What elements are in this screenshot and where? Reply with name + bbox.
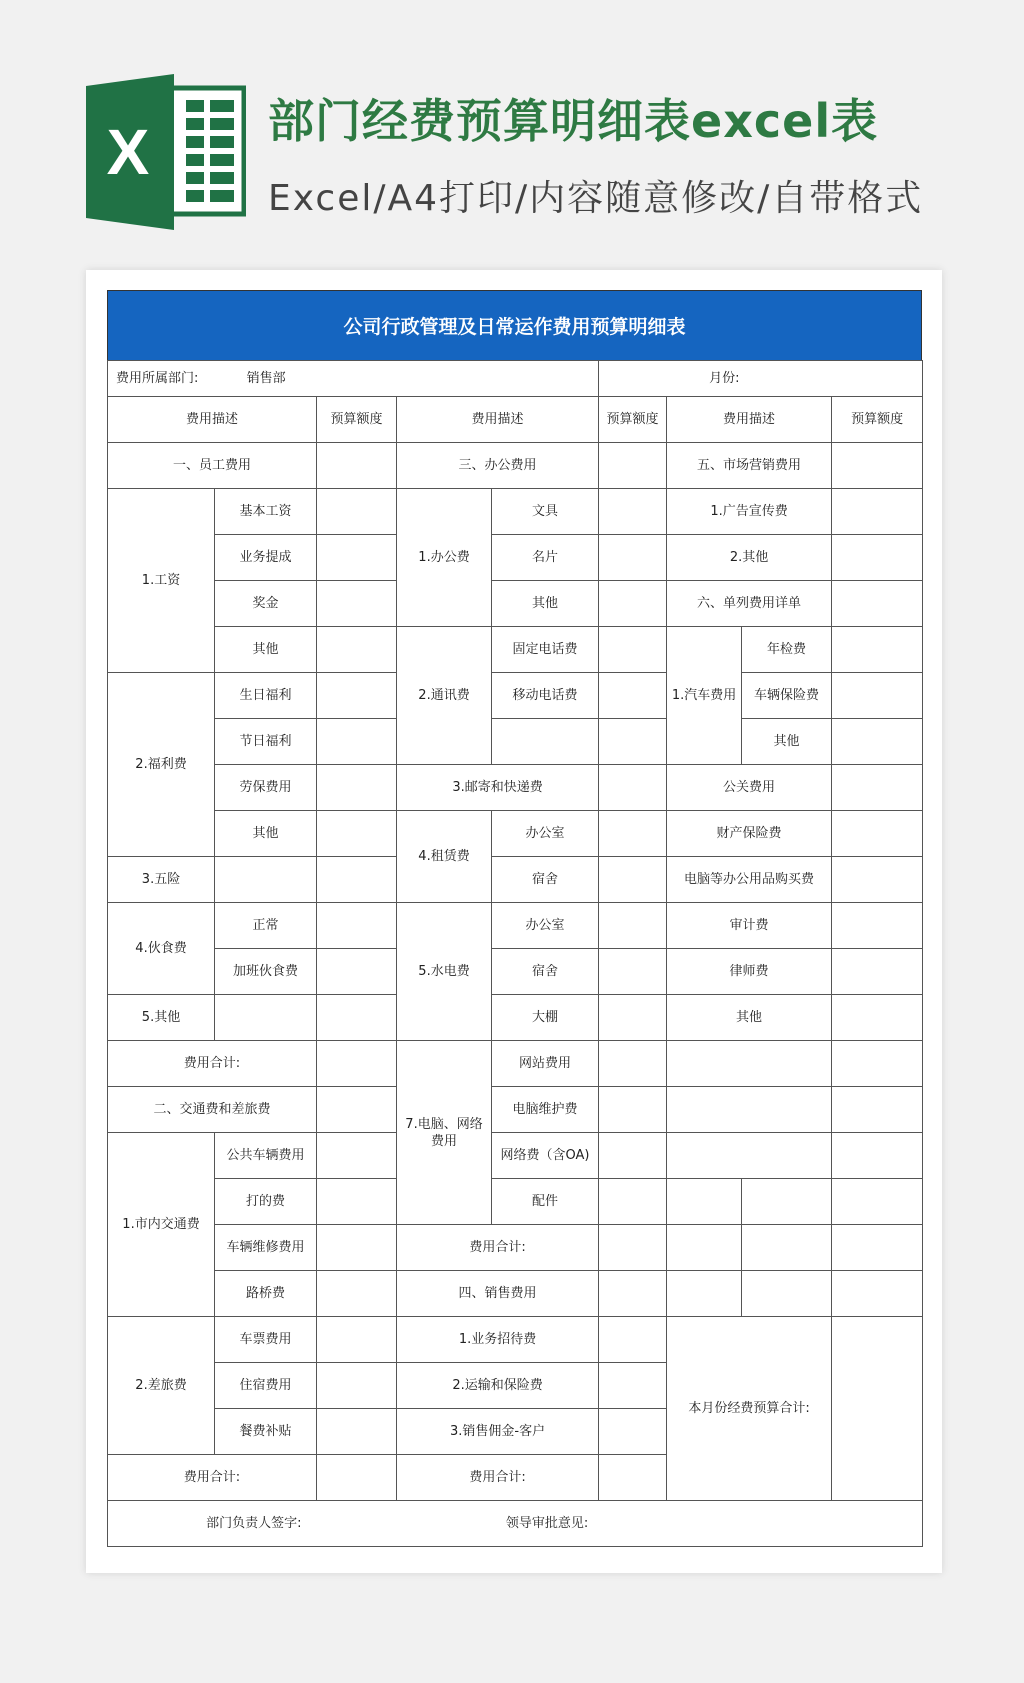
budget-cell[interactable] [599, 995, 667, 1041]
table-row [108, 627, 923, 673]
budget-cell[interactable] [832, 949, 923, 995]
month-total-value[interactable] [832, 1317, 923, 1501]
budget-cell[interactable] [317, 535, 397, 581]
budget-cell[interactable] [832, 535, 923, 581]
budget-cell[interactable] [832, 673, 923, 719]
item-label: 生日福利 [215, 673, 317, 719]
page-title: 部门经费预算明细表excel表 [268, 94, 879, 148]
sign-label[interactable]: 部门负责人签字: [206, 1516, 302, 1531]
empty-cell[interactable] [667, 1179, 742, 1225]
budget-cell[interactable] [599, 1041, 667, 1087]
item-label: 路桥费 [215, 1271, 317, 1317]
budget-cell[interactable] [317, 1409, 397, 1455]
table-row [108, 903, 923, 949]
table-row [108, 1133, 923, 1179]
empty-cell[interactable] [667, 1087, 832, 1133]
budget-cell[interactable] [317, 719, 397, 765]
table-row [108, 1179, 923, 1225]
subtotal-label: 费用合计: [397, 1225, 599, 1271]
budget-cell[interactable] [317, 627, 397, 673]
item-label: 配件 [492, 1179, 599, 1225]
budget-cell[interactable] [832, 1133, 923, 1179]
welfare-group: 2.福利费 [108, 673, 215, 857]
budget-cell[interactable] [599, 489, 667, 535]
empty-cell[interactable] [742, 1271, 832, 1317]
info-row [108, 361, 923, 397]
budget-cell[interactable] [832, 1271, 923, 1317]
local-transport-group: 1.市内交通费 [108, 1133, 215, 1317]
item-label: 1.广告宣传费 [667, 489, 832, 535]
section-office: 三、办公费用 [397, 443, 599, 489]
dept-cell [108, 361, 599, 397]
budget-cell[interactable] [832, 443, 923, 489]
header-desc-2: 费用描述 [397, 397, 599, 443]
budget-cell[interactable] [832, 857, 923, 903]
item-label: 电脑等办公用品购买费 [667, 857, 832, 903]
budget-cell[interactable] [599, 765, 667, 811]
page-header [0, 0, 1024, 250]
budget-cell[interactable] [317, 949, 397, 995]
budget-cell[interactable] [317, 857, 397, 903]
table-row [108, 995, 923, 1041]
item-label: 车辆维修费用 [215, 1225, 317, 1271]
budget-cell[interactable] [599, 1317, 667, 1363]
item-label: 3.五险 [108, 857, 215, 903]
budget-cell[interactable] [317, 1271, 397, 1317]
header-desc-3: 费用描述 [667, 397, 832, 443]
dept-label: 费用所属部门: [116, 371, 199, 386]
budget-cell[interactable] [832, 1041, 923, 1087]
header-budget-1: 预算额度 [317, 397, 397, 443]
empty-cell[interactable] [667, 1271, 742, 1317]
item-label: 奖金 [215, 581, 317, 627]
item-label: 公共车辆费用 [215, 1133, 317, 1179]
table-row [108, 1087, 923, 1133]
table-row [108, 673, 923, 719]
item-label: 其他 [492, 581, 599, 627]
svg-text:X: X [106, 116, 150, 188]
budget-sheet [107, 290, 922, 1547]
item-label: 3.邮寄和快递费 [397, 765, 599, 811]
item-label: 餐费补贴 [215, 1409, 317, 1455]
section-sales: 四、销售费用 [397, 1271, 599, 1317]
item-label: 年检费 [742, 627, 832, 673]
item-label: 其他 [742, 719, 832, 765]
table-row [108, 1041, 923, 1087]
signature-cell [108, 1501, 923, 1547]
subtotal-label: 费用合计: [108, 1041, 317, 1087]
item-label: 网络费（含OA) [492, 1133, 599, 1179]
table-row [108, 581, 923, 627]
item-label: 宿舍 [492, 949, 599, 995]
signature-row [108, 1501, 923, 1547]
budget-cell[interactable] [599, 1087, 667, 1133]
item-label: 办公室 [492, 811, 599, 857]
budget-cell[interactable] [317, 489, 397, 535]
table-row [108, 719, 923, 765]
it-group: 7.电脑、网络费用 [397, 1041, 492, 1225]
office-group: 1.办公费 [397, 489, 492, 627]
month-total-label: 本月份经费预算合计: [667, 1317, 832, 1501]
budget-cell[interactable] [317, 1179, 397, 1225]
comm-group: 2.通讯费 [397, 627, 492, 765]
budget-cell[interactable] [317, 1225, 397, 1271]
budget-cell[interactable] [317, 1041, 397, 1087]
item-label: 办公室 [492, 903, 599, 949]
item-label: 文具 [492, 489, 599, 535]
car-group: 1.汽车费用 [667, 627, 742, 765]
column-header-row [108, 397, 923, 443]
empty-cell[interactable] [667, 1041, 832, 1087]
item-label: 住宿费用 [215, 1363, 317, 1409]
item-label: 2.运输和保险费 [397, 1363, 599, 1409]
excel-logo-icon [86, 74, 246, 230]
budget-cell[interactable] [599, 949, 667, 995]
travel-group: 2.差旅费 [108, 1317, 215, 1455]
item-label: 2.其他 [667, 535, 832, 581]
table-row [108, 1225, 923, 1271]
section-staff: 一、员工费用 [108, 443, 317, 489]
header-budget-2: 预算额度 [599, 397, 667, 443]
budget-cell[interactable] [832, 1225, 923, 1271]
item-label: 移动电话费 [492, 673, 599, 719]
item-label: 车辆保险费 [742, 673, 832, 719]
budget-cell[interactable] [599, 903, 667, 949]
budget-cell[interactable] [317, 673, 397, 719]
item-label: 正常 [215, 903, 317, 949]
budget-cell[interactable] [317, 1317, 397, 1363]
table-row [108, 535, 923, 581]
section-marketing: 五、市场营销费用 [667, 443, 832, 489]
budget-cell[interactable] [599, 811, 667, 857]
header-budget-3: 预算额度 [832, 397, 923, 443]
item-label: 审计费 [667, 903, 832, 949]
item-label: 固定电话费 [492, 627, 599, 673]
empty-cell[interactable] [492, 719, 599, 765]
budget-cell[interactable] [599, 1455, 667, 1501]
budget-cell[interactable] [317, 581, 397, 627]
table-row [108, 1317, 923, 1363]
utility-group: 5.水电费 [397, 903, 492, 1041]
section-travel: 二、交通费和差旅费 [108, 1087, 317, 1133]
budget-table [107, 360, 923, 1547]
budget-cell[interactable] [317, 1087, 397, 1133]
item-label: 名片 [492, 535, 599, 581]
budget-cell[interactable] [832, 765, 923, 811]
budget-cell[interactable] [832, 1087, 923, 1133]
budget-cell[interactable] [599, 1271, 667, 1317]
budget-cell[interactable] [832, 995, 923, 1041]
item-label: 大棚 [492, 995, 599, 1041]
dept-value[interactable]: 销售部 [246, 371, 286, 386]
empty-cell[interactable] [667, 1133, 832, 1179]
budget-cell[interactable] [599, 535, 667, 581]
table-row [108, 1271, 923, 1317]
table-row [108, 765, 923, 811]
budget-cell[interactable] [599, 673, 667, 719]
item-label: 节日福利 [215, 719, 317, 765]
budget-cell[interactable] [832, 719, 923, 765]
item-label: 劳保费用 [215, 765, 317, 811]
budget-cell[interactable] [317, 903, 397, 949]
approve-label[interactable]: 领导审批意见: [505, 1516, 589, 1531]
budget-cell[interactable] [599, 1225, 667, 1271]
table-row [108, 949, 923, 995]
budget-cell[interactable] [599, 627, 667, 673]
sheet-title: 公司行政管理及日常运作费用预算明细表 [107, 290, 922, 360]
item-label: 其他 [215, 811, 317, 857]
item-label: 1.业务招待费 [397, 1317, 599, 1363]
budget-cell[interactable] [599, 1409, 667, 1455]
item-label: 5.其他 [108, 995, 215, 1041]
section-row [108, 443, 923, 489]
table-row [108, 857, 923, 903]
budget-cell[interactable] [599, 719, 667, 765]
wage-group: 1.工资 [108, 489, 215, 673]
rent-group: 4.租赁费 [397, 811, 492, 903]
month-label: 月份: [709, 371, 740, 386]
budget-cell[interactable] [832, 627, 923, 673]
section-itemized: 六、单列费用详单 [667, 581, 832, 627]
empty-cell[interactable] [215, 857, 317, 903]
budget-cell[interactable] [317, 765, 397, 811]
empty-cell[interactable] [742, 1225, 832, 1271]
empty-cell[interactable] [667, 1225, 742, 1271]
month-cell[interactable] [599, 361, 923, 397]
budget-cell[interactable] [832, 903, 923, 949]
budget-cell[interactable] [599, 857, 667, 903]
item-label: 基本工资 [215, 489, 317, 535]
item-label: 车票费用 [215, 1317, 317, 1363]
budget-cell[interactable] [832, 811, 923, 857]
empty-cell[interactable] [215, 995, 317, 1041]
budget-cell[interactable] [599, 1363, 667, 1409]
item-label: 网站费用 [492, 1041, 599, 1087]
item-label: 3.销售佣金-客户 [397, 1409, 599, 1455]
subtotal-label: 费用合计: [397, 1455, 599, 1501]
empty-cell[interactable] [742, 1179, 832, 1225]
budget-cell[interactable] [317, 1455, 397, 1501]
item-label: 宿舍 [492, 857, 599, 903]
item-label: 律师费 [667, 949, 832, 995]
table-row [108, 811, 923, 857]
item-label: 其他 [667, 995, 832, 1041]
subtotal-label: 费用合计: [108, 1455, 317, 1501]
budget-cell[interactable] [317, 1363, 397, 1409]
budget-cell[interactable] [317, 811, 397, 857]
budget-cell[interactable] [599, 581, 667, 627]
table-row [108, 489, 923, 535]
header-desc-1: 费用描述 [108, 397, 317, 443]
item-label: 财产保险费 [667, 811, 832, 857]
item-label: 加班伙食费 [215, 949, 317, 995]
budget-cell[interactable] [317, 443, 397, 489]
budget-cell[interactable] [599, 1179, 667, 1225]
budget-cell[interactable] [599, 1133, 667, 1179]
budget-cell[interactable] [832, 1179, 923, 1225]
item-label: 公关费用 [667, 765, 832, 811]
item-label: 其他 [215, 627, 317, 673]
item-label: 电脑维护费 [492, 1087, 599, 1133]
page-subtitle: Excel/A4打印/内容随意修改/自带格式 [268, 178, 924, 219]
budget-cell[interactable] [599, 443, 667, 489]
budget-cell[interactable] [317, 1133, 397, 1179]
budget-cell[interactable] [317, 995, 397, 1041]
budget-cell[interactable] [832, 489, 923, 535]
item-label: 业务提成 [215, 535, 317, 581]
item-label: 打的费 [215, 1179, 317, 1225]
budget-cell[interactable] [832, 581, 923, 627]
meal-group: 4.伙食费 [108, 903, 215, 995]
